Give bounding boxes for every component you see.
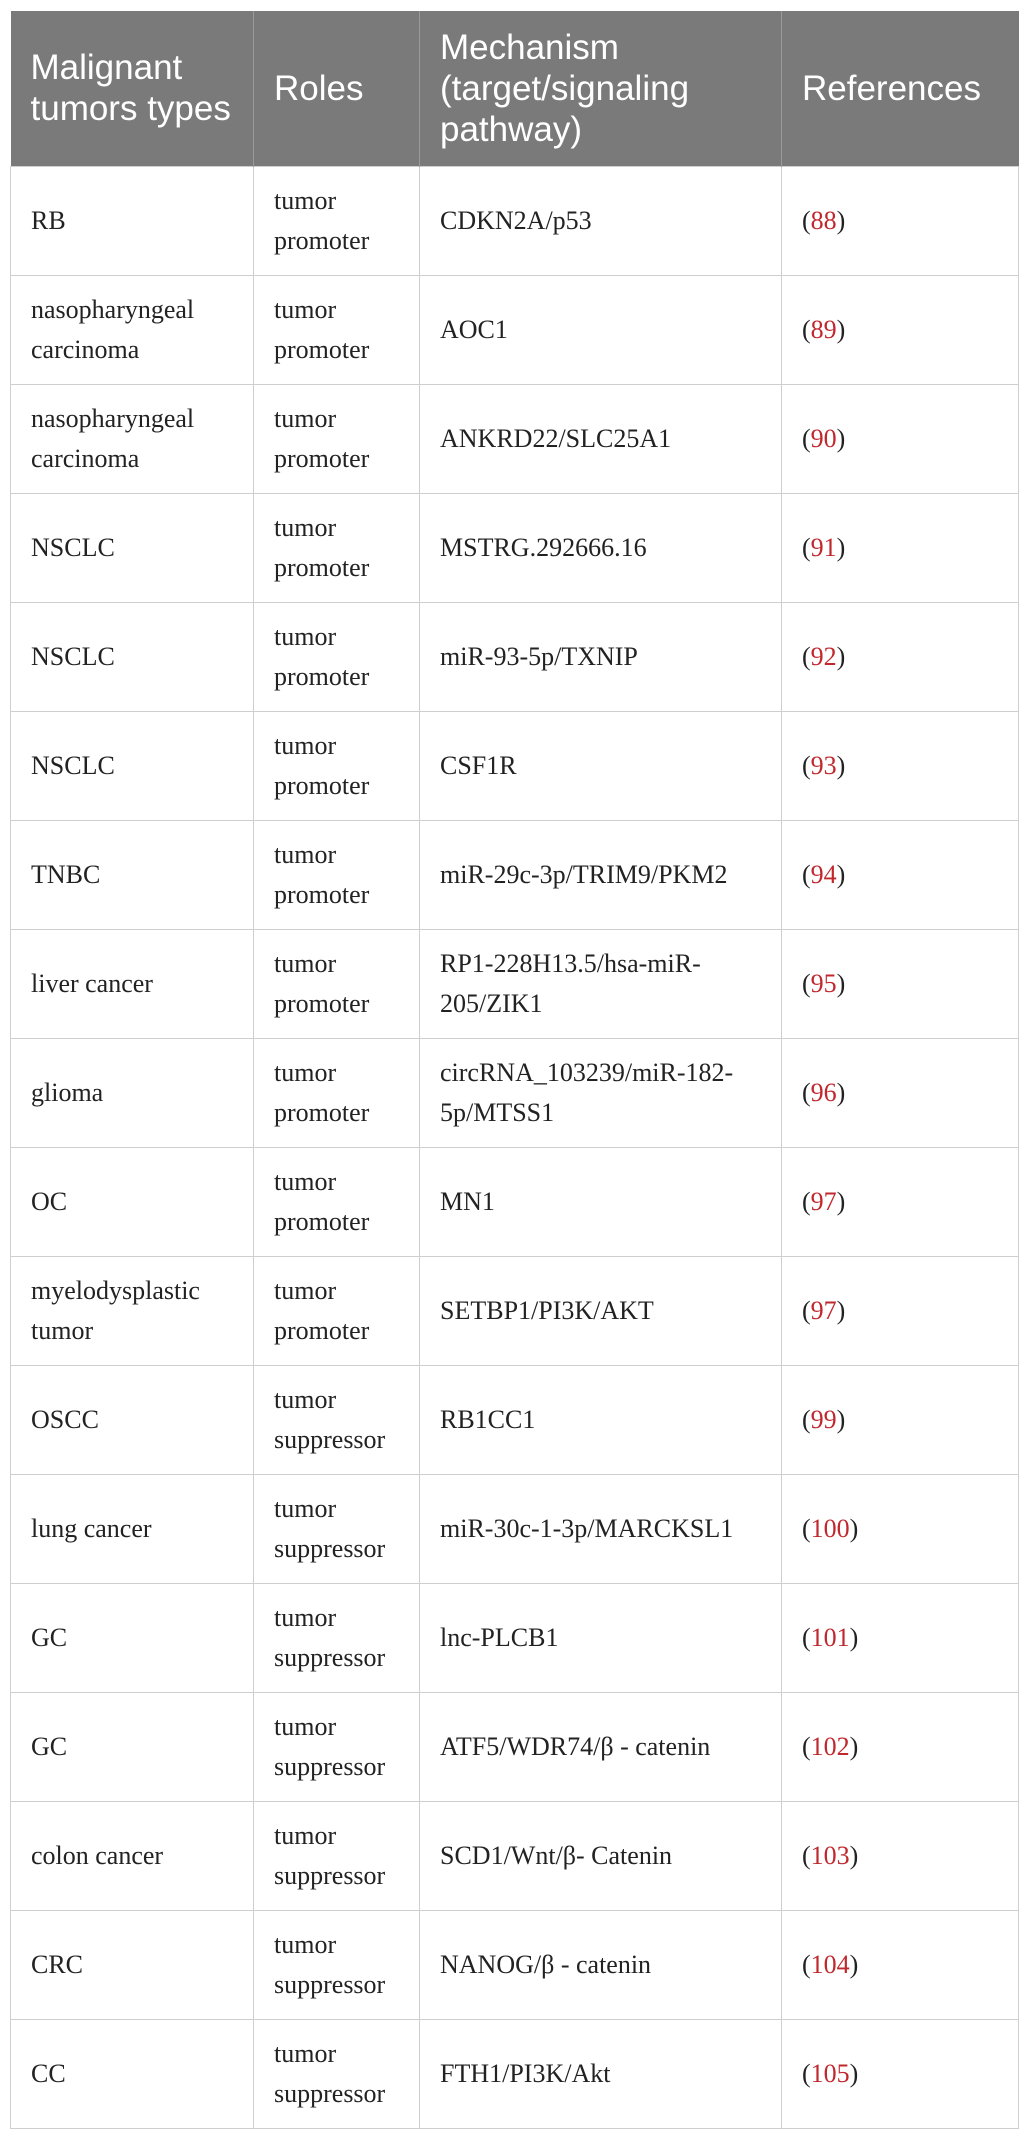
cell-role: tumor promoter xyxy=(254,493,420,602)
reference-link[interactable]: 91 xyxy=(810,532,837,562)
table-row xyxy=(11,1801,1019,1910)
cell-reference: (97) xyxy=(782,1147,1019,1256)
table-body xyxy=(11,166,1019,2128)
cell-reference: (88) xyxy=(782,166,1019,275)
table-row xyxy=(11,1147,1019,1256)
table-row xyxy=(11,166,1019,275)
reference-link[interactable]: 89 xyxy=(810,314,837,344)
cell-role: tumor suppressor xyxy=(254,2019,420,2128)
cell-mechanism: CDKN2A/p53 xyxy=(420,166,782,275)
cell-tumor-type: TNBC xyxy=(11,820,254,929)
cell-mechanism: MN1 xyxy=(420,1147,782,1256)
cell-mechanism: ATF5/WDR74/β - catenin xyxy=(420,1692,782,1801)
cell-mechanism: MSTRG.292666.16 xyxy=(420,493,782,602)
cell-mechanism: RP1-228H13.5/hsa-miR-205/ZIK1 xyxy=(420,929,782,1038)
cell-mechanism: SETBP1/PI3K/AKT xyxy=(420,1256,782,1365)
cell-reference: (104) xyxy=(782,1910,1019,2019)
cell-tumor-type: NSCLC xyxy=(11,711,254,820)
cell-role: tumor promoter xyxy=(254,929,420,1038)
reference-link[interactable]: 105 xyxy=(810,2058,850,2088)
cell-role: tumor suppressor xyxy=(254,1910,420,2019)
table-row xyxy=(11,2019,1019,2128)
cell-role: tumor suppressor xyxy=(254,1474,420,1583)
cell-reference: (92) xyxy=(782,602,1019,711)
cell-reference: (105) xyxy=(782,2019,1019,2128)
reference-link[interactable]: 90 xyxy=(810,423,837,453)
cell-tumor-type: NSCLC xyxy=(11,602,254,711)
cell-mechanism: AOC1 xyxy=(420,275,782,384)
cell-mechanism: miR-30c-1-3p/MARCKSL1 xyxy=(420,1474,782,1583)
reference-link[interactable]: 93 xyxy=(810,750,837,780)
cell-tumor-type: GC xyxy=(11,1583,254,1692)
table-row xyxy=(11,1692,1019,1801)
cell-tumor-type: colon cancer xyxy=(11,1801,254,1910)
cell-mechanism: miR-29c-3p/TRIM9/PKM2 xyxy=(420,820,782,929)
cell-mechanism: lnc-PLCB1 xyxy=(420,1583,782,1692)
cell-reference: (91) xyxy=(782,493,1019,602)
cell-role: tumor promoter xyxy=(254,1147,420,1256)
cell-role: tumor promoter xyxy=(254,1038,420,1147)
cell-role: tumor promoter xyxy=(254,1256,420,1365)
reference-link[interactable]: 92 xyxy=(810,641,837,671)
cell-tumor-type: myelodysplastic tumor xyxy=(11,1256,254,1365)
reference-link[interactable]: 99 xyxy=(810,1404,837,1434)
cell-role: tumor promoter xyxy=(254,275,420,384)
reference-link[interactable]: 97 xyxy=(810,1186,837,1216)
cell-tumor-type: NSCLC xyxy=(11,493,254,602)
cell-reference: (100) xyxy=(782,1474,1019,1583)
cell-mechanism: NANOG/β - catenin xyxy=(420,1910,782,2019)
cell-role: tumor promoter xyxy=(254,384,420,493)
cell-mechanism: CSF1R xyxy=(420,711,782,820)
cell-role: tumor suppressor xyxy=(254,1692,420,1801)
cell-reference: (90) xyxy=(782,384,1019,493)
cell-tumor-type: GC xyxy=(11,1692,254,1801)
cell-role: tumor suppressor xyxy=(254,1801,420,1910)
cell-reference: (97) xyxy=(782,1256,1019,1365)
cell-mechanism: circRNA_103239/miR-182-5p/MTSS1 xyxy=(420,1038,782,1147)
reference-link[interactable]: 104 xyxy=(810,1949,850,1979)
reference-link[interactable]: 101 xyxy=(810,1622,850,1652)
tumor-mechanism-table xyxy=(10,11,1019,2129)
table-row xyxy=(11,275,1019,384)
table-row xyxy=(11,1910,1019,2019)
table-row xyxy=(11,602,1019,711)
reference-link[interactable]: 88 xyxy=(810,205,837,235)
reference-link[interactable]: 103 xyxy=(810,1840,850,1870)
cell-reference: (95) xyxy=(782,929,1019,1038)
cell-tumor-type: nasopharyngeal carcinoma xyxy=(11,275,254,384)
reference-link[interactable]: 94 xyxy=(810,859,837,889)
reference-link[interactable]: 100 xyxy=(810,1513,850,1543)
cell-role: tumor promoter xyxy=(254,166,420,275)
table-row xyxy=(11,1583,1019,1692)
table-row xyxy=(11,711,1019,820)
reference-link[interactable]: 97 xyxy=(810,1295,837,1325)
cell-role: tumor promoter xyxy=(254,820,420,929)
cell-reference: (93) xyxy=(782,711,1019,820)
table-row xyxy=(11,1256,1019,1365)
cell-tumor-type: RB xyxy=(11,166,254,275)
header-tumor-type: Malignant tumors types xyxy=(11,11,254,166)
cell-tumor-type: lung cancer xyxy=(11,1474,254,1583)
table-row xyxy=(11,820,1019,929)
table-row xyxy=(11,384,1019,493)
reference-link[interactable]: 96 xyxy=(810,1077,837,1107)
cell-role: tumor promoter xyxy=(254,602,420,711)
table-row xyxy=(11,1365,1019,1474)
reference-link[interactable]: 95 xyxy=(810,968,837,998)
cell-tumor-type: CRC xyxy=(11,1910,254,2019)
table-header xyxy=(11,11,1019,166)
table-row xyxy=(11,1474,1019,1583)
cell-tumor-type: nasopharyngeal carcinoma xyxy=(11,384,254,493)
header-row xyxy=(11,11,1019,166)
cell-mechanism: ANKRD22/SLC25A1 xyxy=(420,384,782,493)
table-row xyxy=(11,1038,1019,1147)
cell-tumor-type: glioma xyxy=(11,1038,254,1147)
cell-mechanism: RB1CC1 xyxy=(420,1365,782,1474)
cell-mechanism: miR-93-5p/TXNIP xyxy=(420,602,782,711)
cell-tumor-type: liver cancer xyxy=(11,929,254,1038)
cell-tumor-type: CC xyxy=(11,2019,254,2128)
cell-mechanism: FTH1/PI3K/Akt xyxy=(420,2019,782,2128)
cell-reference: (99) xyxy=(782,1365,1019,1474)
reference-link[interactable]: 102 xyxy=(810,1731,850,1761)
header-mechanism: Mechanism (target/signaling pathway) xyxy=(420,11,782,166)
cell-reference: (101) xyxy=(782,1583,1019,1692)
cell-tumor-type: OSCC xyxy=(11,1365,254,1474)
cell-reference: (102) xyxy=(782,1692,1019,1801)
cell-tumor-type: OC xyxy=(11,1147,254,1256)
cell-mechanism: SCD1/Wnt/β- Catenin xyxy=(420,1801,782,1910)
cell-role: tumor suppressor xyxy=(254,1365,420,1474)
cell-reference: (96) xyxy=(782,1038,1019,1147)
cell-role: tumor promoter xyxy=(254,711,420,820)
cell-role: tumor suppressor xyxy=(254,1583,420,1692)
cell-reference: (103) xyxy=(782,1801,1019,1910)
cell-reference: (94) xyxy=(782,820,1019,929)
header-references: References xyxy=(782,11,1019,166)
table-row xyxy=(11,929,1019,1038)
table-row xyxy=(11,493,1019,602)
cell-reference: (89) xyxy=(782,275,1019,384)
header-roles: Roles xyxy=(254,11,420,166)
